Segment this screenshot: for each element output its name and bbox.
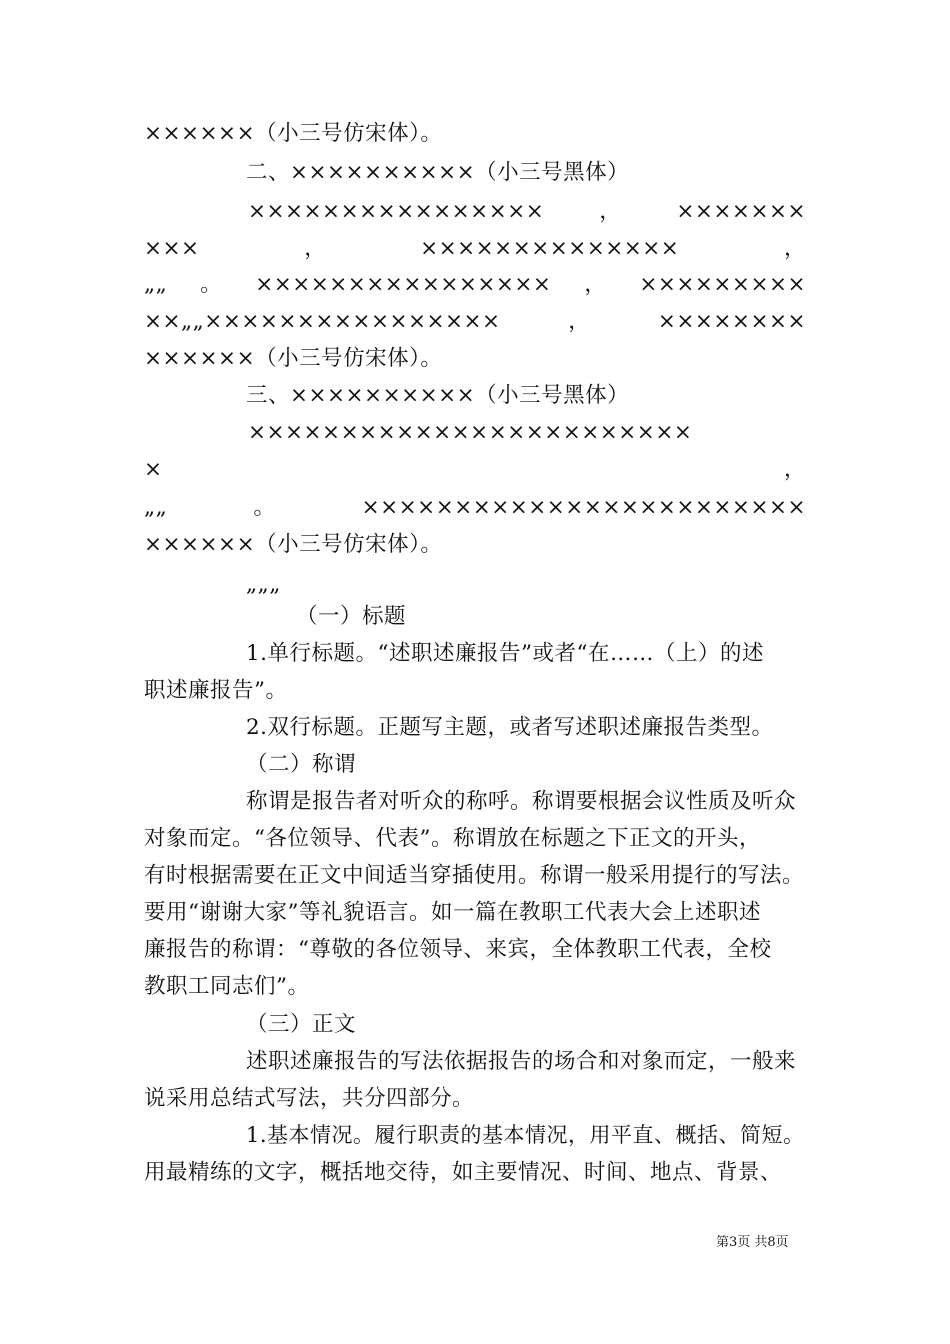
text-line: „„。××××××××××××××××，××××××××× bbox=[144, 272, 806, 297]
text-line: ××„„××××××××××××××××，×××××××× bbox=[144, 309, 806, 334]
text-line: 要用“谢谢大家”等礼貌语言。如一篇在教职工代表大会上述职述 bbox=[144, 900, 761, 925]
text-line: 职述廉报告”。 bbox=[144, 678, 288, 703]
ellipsis-line: „„„ bbox=[246, 572, 281, 597]
text-line: ××××××（小三号仿宋体）。 bbox=[144, 346, 443, 371]
text-line: 1.单行标题。“述职述廉报告”或者“在……（上）的述 bbox=[246, 641, 764, 666]
text-line: 对象而定。“各位领导、代表”。称谓放在标题之下正文的开头， bbox=[144, 826, 761, 851]
section-heading: 三、××××××××××（小三号黑体） bbox=[246, 383, 630, 408]
text-line: ××× ， ×××××××××××××× ， bbox=[144, 236, 806, 261]
section-heading: 二、××××××××××（小三号黑体） bbox=[246, 160, 630, 185]
subheading-body: （三）正文 bbox=[246, 1012, 357, 1037]
text-line: 述职述廉报告的写法依据报告的场合和对象而定，一般来 bbox=[246, 1049, 797, 1074]
page-number-footer: 第3页 共8页 bbox=[716, 1235, 789, 1250]
text-line: 说采用总结式写法，共分四部分。 bbox=[144, 1086, 475, 1111]
text-line: 廉报告的称谓：“尊敬的各位领导、来宾，全体教职工代表，全校 bbox=[144, 937, 772, 962]
text-line: 用最精练的文字，概括地交待，如主要情况、时间、地点、背景、 bbox=[144, 1160, 783, 1185]
text-line: „„。×××××××××××××××××××××××× bbox=[144, 495, 806, 520]
text-line: 1.基本情况。履行职责的基本情况，用平直、概括、简短。 bbox=[246, 1123, 805, 1147]
text-line: ××××××（小三号仿宋体）。 bbox=[144, 121, 443, 146]
text-line: ××××××（小三号仿宋体）。 bbox=[144, 532, 443, 557]
text-line: 教职工同志们”。 bbox=[144, 974, 310, 999]
text-line: × ， bbox=[144, 457, 806, 482]
subheading-title: （一）标题 bbox=[296, 604, 407, 629]
text-line: 有时根据需要在正文中间适当穿插使用。称谓一般采用提行的写法。 bbox=[144, 863, 805, 888]
text-line: ××××××××××××××××，××××××× bbox=[248, 199, 806, 224]
text-line: 2.双行标题。正题写主题，或者写述职述廉报告类型。 bbox=[246, 715, 774, 740]
text-line: 称谓是报告者对听众的称呼。称谓要根据会议性质及听众 bbox=[246, 789, 797, 814]
text-line: ×××××××××××××××××××××××× bbox=[248, 420, 693, 445]
subheading-salutation: （二）称谓 bbox=[246, 752, 357, 777]
